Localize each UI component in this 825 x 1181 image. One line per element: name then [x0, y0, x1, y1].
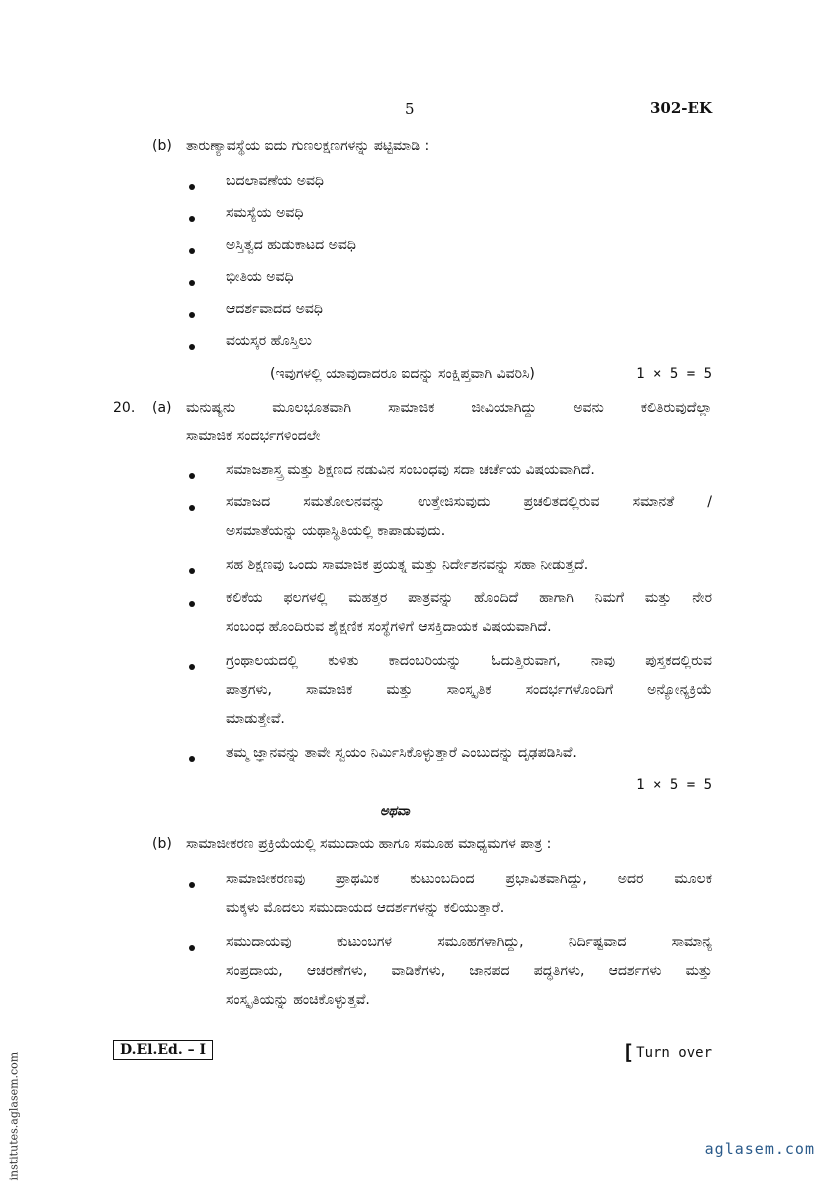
list-item: ಬದಲಾವಣೆಯ ಅವಧಿ [226, 173, 324, 189]
bullet-icon [189, 505, 195, 511]
question-intro: ಸಾಮಾಜಿಕ ಸಂದರ್ಭಗಳಿಂದಲೇ [186, 428, 321, 444]
list-item: ವಯಸ್ಕರ ಹೊಸ್ತಿಲು [226, 333, 312, 349]
list-item: ಸಂಬಂಧ ಹೊಂದಿರುವ ಶೈಕ್ಷಣಿಕ ಸಂಸ್ಥೆಗಳಿಗೆ ಆಸಕ್ತಿದಾಯಕ ವಿಷಯವಾಗಿದೆ. [226, 619, 552, 635]
bullet-icon [189, 664, 195, 670]
list-item: ಆದರ್ಶವಾದದ ಅವಧಿ [226, 301, 323, 317]
list-item: ಪಾತ್ರಗಳು, ಸಾಮಾಜಿಕ ಮತ್ತು ಸಾಂಸ್ಕೃತಿಕ ಸಂದರ್ಭಗಳೊಂದಿಗೆ ಅನ್ಯೋನ್ಯಕ್ರಿಯೆ [226, 682, 712, 698]
list-item: ಮಕ್ಕಳು ಮೊದಲು ಸಮುದಾಯದ ಆದರ್ಶಗಳನ್ನು ಕಲಿಯುತ್ತಾರೆ. [226, 900, 505, 916]
list-item: ಸಂಸ್ಕೃತಿಯನ್ನು ಹಂಚಿಕೊಳ್ಳುತ್ತವೆ. [226, 992, 370, 1008]
bullet-icon [189, 280, 195, 286]
list-item: ತಮ್ಮ ಜ್ಞಾನವನ್ನು ತಾವೇ ಸ್ವಯಂ ನಿರ್ಮಿಸಿಕೊಳ್ಳುತ್ತಾರೆ ಎಂಬುದನ್ನು ದೃಢಪಡಿಸಿವೆ. [226, 745, 577, 761]
bullet-icon [189, 756, 195, 762]
bullet-icon [189, 601, 195, 607]
page-number: 5 [405, 100, 415, 118]
list-item: ಸಂಪ್ರದಾಯ, ಆಚರಣೆಗಳು, ವಾಡಿಕೆಗಳು, ಜಾನಪದ ಪದ್ಧತಿಗಳು, ಆದರ್ಶಗಳು ಮತ್ತು [226, 963, 712, 979]
list-item: ಸಮಾಜಶಾಸ್ತ್ರ ಮತ್ತು ಶಿಕ್ಷಣದ ನಡುವಿನ ಸಂಬಂಧವು ಸದಾ ಚರ್ಚೆಯ ವಿಷಯವಾಗಿದೆ. [226, 462, 595, 478]
bullet-icon [189, 312, 195, 318]
bullet-icon [189, 344, 195, 350]
marks-allotment: 1 × 5 = 5 [636, 777, 712, 793]
list-item: ಸಮಾಜದ ಸಮತೋಲನವನ್ನು ಉತ್ತೇಜಿಸುವುದು ಪ್ರಚಲಿತದಲ್ಲಿರುವ ಸಮಾನತೆ / [226, 494, 712, 510]
question-label: (b) [152, 836, 172, 852]
question-intro: ಮನುಷ್ಯನು ಮೂಲಭೂತವಾಗಿ ಸಾಮಾಜಿಕ ಜೀವಿಯಾಗಿದ್ದು ಅವನು ಕಲಿತಿರುವುದೆಲ್ಲಾ [186, 400, 712, 416]
list-item: ಭೀತಿಯ ಅವಧಿ [226, 269, 294, 285]
question-title: ಸಾಮಾಜೀಕರಣ ಪ್ರಕ್ರಿಯೆಯಲ್ಲಿ ಸಮುದಾಯ ಹಾಗೂ ಸಮೂಹ ಮಾಧ್ಯಮಗಳ ಪಾತ್ರ : [186, 836, 552, 852]
instruction-note: (ಇವುಗಳಲ್ಲಿ ಯಾವುದಾದರೂ ಐದನ್ನು ಸಂಕ್ಷಿಪ್ತವಾಗಿ ವಿವರಿಸಿ) [270, 366, 535, 382]
bracket-icon: [ [622, 1040, 635, 1064]
paper-code: 302-EK [649, 99, 712, 117]
bullet-icon [189, 882, 195, 888]
list-item: ಸಮಸ್ಯೆಯ ಅವಧಿ [226, 205, 304, 221]
list-item: ಕಲಿಕೆಯ ಫಲಗಳಲ್ಲಿ ಮಹತ್ತರ ಪಾತ್ರವನ್ನು ಹೊಂದಿದೆ ಹಾಗಾಗಿ ನಿಮಗೆ ಮತ್ತು ನೇರ [226, 590, 712, 606]
bullet-icon [189, 248, 195, 254]
turn-over-text: Turn over [636, 1045, 712, 1061]
turn-over-note [622, 1040, 712, 1064]
side-watermark: institutes.aglasem.com [7, 1051, 21, 1181]
question-label: (a) [152, 400, 172, 416]
bullet-icon [189, 945, 195, 951]
or-heading: ಅಥವಾ [380, 804, 410, 819]
bullet-icon [189, 473, 195, 479]
course-code-box: D.El.Ed. – I [113, 1040, 213, 1060]
list-item: ಅಸಮಾತೆಯನ್ನು ಯಥಾಸ್ಥಿತಿಯಲ್ಲಿ ಕಾಪಾಡುವುದು. [226, 523, 446, 539]
question-number: 20. [113, 400, 136, 416]
bullet-icon [189, 216, 195, 222]
list-item: ಗ್ರಂಥಾಲಯದಲ್ಲಿ ಕುಳಿತು ಕಾದಂಬರಿಯನ್ನು ಓದುತ್ತಿರುವಾಗ, ನಾವು ಪುಸ್ತಕದಲ್ಲಿರುವ [226, 653, 712, 669]
list-item: ಅಸ್ತಿತ್ವದ ಹುಡುಕಾಟದ ಅವಧಿ [226, 237, 356, 253]
list-item: ಮಾಡುತ್ತೇವೆ. [226, 711, 285, 727]
question-title: ತಾರುಣ್ಯಾವಸ್ಥೆಯ ಐದು ಗುಣಲಕ್ಷಣಗಳನ್ನು ಪಟ್ಟಿಮಾಡಿ : [186, 138, 430, 154]
bottom-watermark: aglasem.com [704, 1140, 815, 1158]
list-item: ಸಾಮಾಜೀಕರಣವು ಪ್ರಾಥಮಿಕ ಕುಟುಂಬದಿಂದ ಪ್ರಭಾವಿತವಾಗಿದ್ದು, ಅದರ ಮೂಲಕ [226, 871, 712, 887]
question-label: (b) [152, 138, 172, 154]
list-item: ಸಹ ಶಿಕ್ಷಣವು ಒಂದು ಸಾಮಾಜಿಕ ಪ್ರಯತ್ನ ಮತ್ತು ನಿರ್ದೇಶನವನ್ನು ಸಹಾ ನೀಡುತ್ತದೆ. [226, 557, 589, 573]
bullet-icon [189, 568, 195, 574]
bullet-icon [189, 184, 195, 190]
marks-allotment: 1 × 5 = 5 [636, 366, 712, 382]
list-item: ಸಮುದಾಯವು ಕುಟುಂಬಗಳ ಸಮೂಹಗಳಾಗಿದ್ದು, ನಿರ್ದಿಷ್ಟವಾದ ಸಾಮಾನ್ಯ [226, 934, 712, 950]
